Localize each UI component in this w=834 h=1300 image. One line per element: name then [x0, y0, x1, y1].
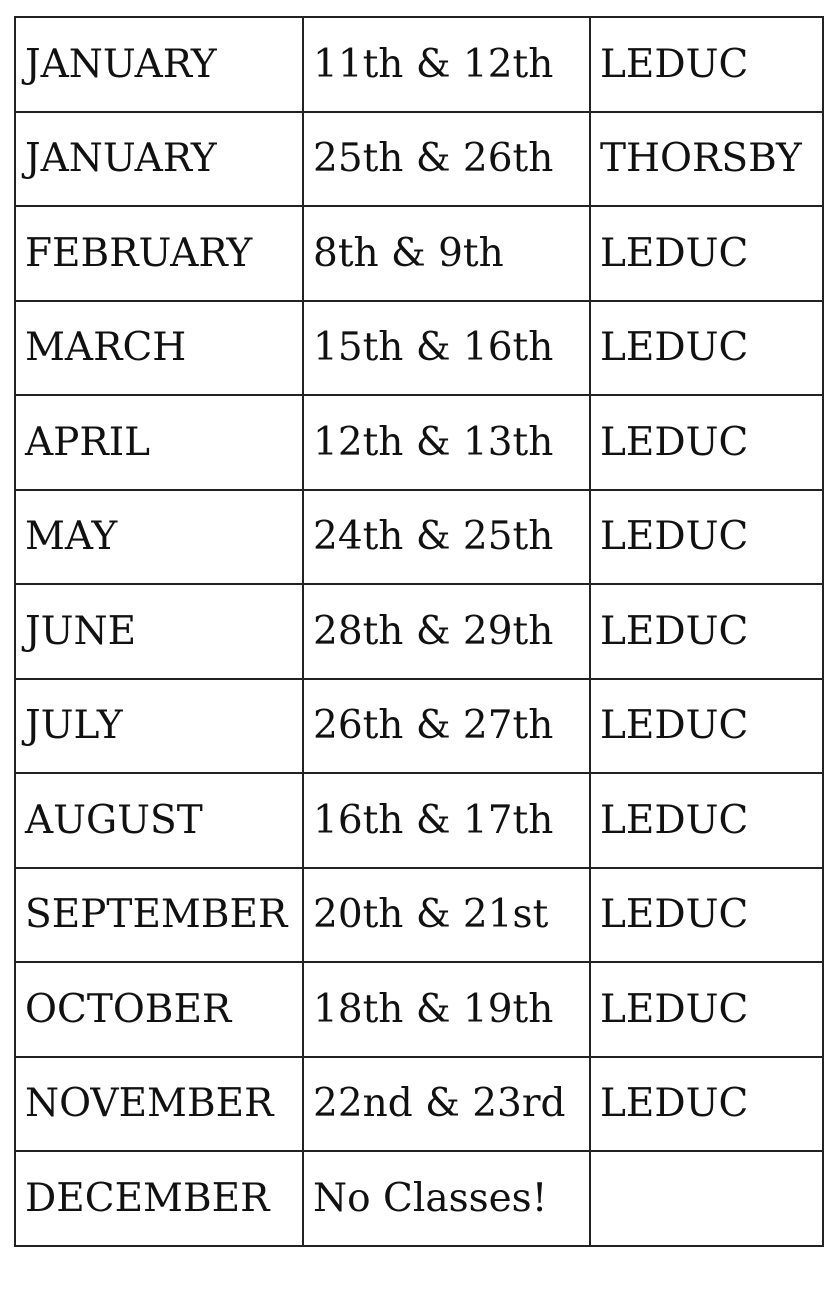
- month-cell: APRIL: [15, 395, 303, 490]
- dates-cell: 22nd & 23rd: [303, 1057, 590, 1152]
- table-row: [15, 868, 823, 963]
- month-cell: MARCH: [15, 301, 303, 396]
- dates-cell: 12th & 13th: [303, 395, 590, 490]
- table-row: [15, 206, 823, 301]
- schedule-body: [15, 17, 823, 1246]
- dates-cell: 15th & 16th: [303, 301, 590, 396]
- location-cell: LEDUC: [590, 490, 823, 585]
- month-cell: OCTOBER: [15, 962, 303, 1057]
- dates-cell: No Classes!: [303, 1151, 590, 1246]
- dates-cell: 18th & 19th: [303, 962, 590, 1057]
- location-cell: [590, 1151, 823, 1246]
- location-cell: LEDUC: [590, 962, 823, 1057]
- dates-cell: 25th & 26th: [303, 112, 590, 207]
- month-cell: JUNE: [15, 584, 303, 679]
- month-cell: AUGUST: [15, 773, 303, 868]
- dates-cell: 8th & 9th: [303, 206, 590, 301]
- month-cell: JULY: [15, 679, 303, 774]
- month-cell: FEBRUARY: [15, 206, 303, 301]
- dates-cell: 11th & 12th: [303, 17, 590, 112]
- location-cell: LEDUC: [590, 395, 823, 490]
- month-cell: DECEMBER: [15, 1151, 303, 1246]
- month-cell: MAY: [15, 490, 303, 585]
- table-row: [15, 1057, 823, 1152]
- dates-cell: 26th & 27th: [303, 679, 590, 774]
- class-schedule-table: [14, 16, 824, 1247]
- month-cell: JANUARY: [15, 112, 303, 207]
- location-cell: LEDUC: [590, 206, 823, 301]
- table-row: [15, 17, 823, 112]
- table-row: [15, 584, 823, 679]
- location-cell: THORSBY: [590, 112, 823, 207]
- location-cell: LEDUC: [590, 773, 823, 868]
- table-row: [15, 1151, 823, 1246]
- month-cell: NOVEMBER: [15, 1057, 303, 1152]
- dates-cell: 20th & 21st: [303, 868, 590, 963]
- location-cell: LEDUC: [590, 1057, 823, 1152]
- month-cell: JANUARY: [15, 17, 303, 112]
- table-row: [15, 962, 823, 1057]
- table-row: [15, 679, 823, 774]
- location-cell: LEDUC: [590, 679, 823, 774]
- location-cell: LEDUC: [590, 17, 823, 112]
- dates-cell: 16th & 17th: [303, 773, 590, 868]
- location-cell: LEDUC: [590, 584, 823, 679]
- table-row: [15, 395, 823, 490]
- location-cell: LEDUC: [590, 868, 823, 963]
- dates-cell: 24th & 25th: [303, 490, 590, 585]
- table-row: [15, 301, 823, 396]
- location-cell: LEDUC: [590, 301, 823, 396]
- month-cell: SEPTEMBER: [15, 868, 303, 963]
- dates-cell: 28th & 29th: [303, 584, 590, 679]
- table-row: [15, 490, 823, 585]
- table-row: [15, 773, 823, 868]
- table-row: [15, 112, 823, 207]
